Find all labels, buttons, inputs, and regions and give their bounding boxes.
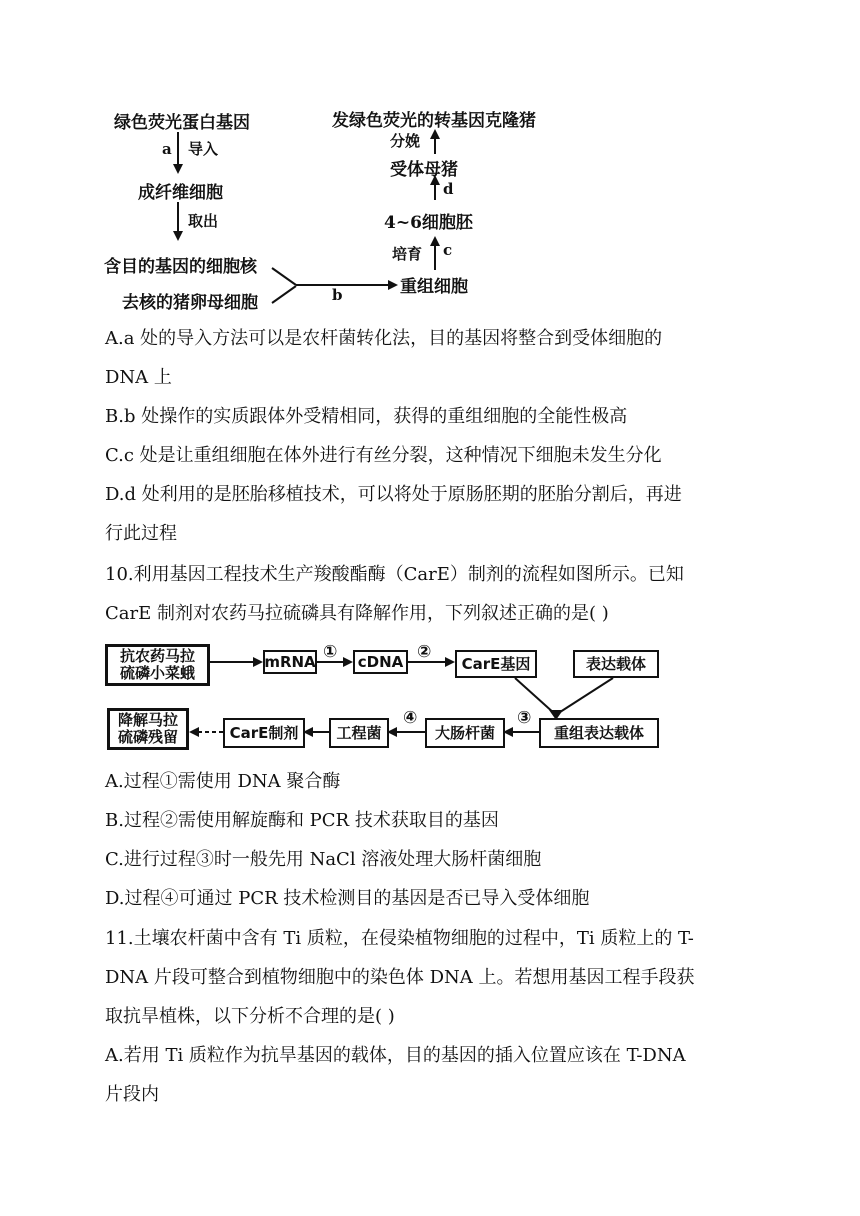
degrade-box [107,708,189,750]
recombinant-cell-label: 重组细胞 [400,277,468,297]
care-prep-box [223,718,305,748]
step-a-letter: a [162,140,172,158]
step-b-letter: b [332,286,343,304]
cdna-label: cDNA [357,652,404,671]
q9-option-d-line1: D.d 处利用的是胚胎移植技术，可以将处于原肠胚期的胚胎分割后，再进 [105,484,682,505]
gfp-gene-label: 绿色荧光蛋白基因 [114,113,250,133]
degrade-line1: 降解马拉 [117,711,178,729]
step-a-label: 导入 [188,140,219,158]
degrade-line2: 硫磷残留 [117,728,178,746]
q9-option-c: C.c 处是让重组细胞在体外进行有丝分裂，这种情况下细胞未发生分化 [105,445,662,466]
step-c-letter: c [443,241,453,259]
mrna-box [263,650,317,674]
care-prep-label: CarE制剂 [229,723,299,742]
cloning-flow-diagram [100,100,570,320]
birth-label: 分娩 [390,132,421,150]
step-d-letter: d [443,180,454,198]
engineered-bacteria-box [329,718,389,748]
recombinant-vector-box [539,718,659,748]
cdna-box [353,650,408,674]
mrna-label: mRNA [264,652,316,671]
transgenic-pig-label: 发绿色荧光的转基因克隆猪 [332,111,536,131]
enucleated-oocyte-label: 去核的猪卵母细胞 [122,293,258,313]
ecoli-box [425,718,505,748]
nucleus-label: 含目的基因的细胞核 [104,257,257,277]
step4-label: ④ [403,708,418,728]
extract-label: 取出 [188,212,219,230]
q11-stem-line1: 11.土壤农杆菌中含有 Ti 质粒，在侵染植物细胞的过程中，Ti 质粒上的 T- [105,928,694,949]
q11-stem-line3: 取抗旱植株，以下分析不合理的是( ) [105,1006,395,1027]
care-gene-label: CarE基因 [461,654,531,673]
q9-option-a-line1: A.a 处的导入方法可以是农杆菌转化法，目的基因将整合到受体细胞的 [105,328,663,349]
q10-option-b: B.过程②需使用解旋酶和 PCR 技术获取目的基因 [105,810,499,831]
source-line1: 抗农药马拉 [119,647,195,665]
source-moth-box [105,644,210,686]
culture-label: 培育 [392,245,423,263]
expression-vector-box [573,650,659,678]
q10-stem-line1: 10.利用基因工程技术生产羧酸酯酶（CarE）制剂的流程如图所示。已知 [105,564,684,585]
ecoli-label: 大肠杆菌 [434,723,495,742]
recombinant-vector-label: 重组表达载体 [553,723,644,742]
q10-option-d: D.过程④可通过 PCR 技术检测目的基因是否已导入受体细胞 [105,888,590,909]
step2-label: ② [417,642,432,662]
q11-option-a-line1: A.若用 Ti 质粒作为抗旱基因的载体，目的基因的插入位置应该在 T-DNA [105,1045,686,1066]
recipient-sow-label: 受体母猪 [390,160,458,180]
expression-vector-label: 表达载体 [585,654,646,673]
q10-stem-line2: CarE 制剂对农药马拉硫磷具有降解作用，下列叙述正确的是( ) [105,603,609,624]
q11-option-a-line2: 片段内 [105,1084,159,1105]
care-gene-box [455,650,537,678]
q9-option-d-line2: 行此过程 [105,523,177,544]
q11-stem-line2: DNA 片段可整合到植物细胞中的染色体 DNA 上。若想用基因工程手段获 [105,967,695,988]
embryo-label: 4~6细胞胚 [384,213,473,233]
q10-option-c: C.进行过程③时一般先用 NaCl 溶液处理大肠杆菌细胞 [105,849,542,870]
engineered-bacteria-label: 工程菌 [336,723,382,742]
care-flow-diagram [105,642,665,754]
q9-option-a-line2: DNA 上 [105,367,172,388]
q9-option-b: B.b 处操作的实质跟体外受精相同，获得的重组细胞的全能性极高 [105,406,628,427]
fibroblast-label: 成纤维细胞 [138,183,223,203]
q10-option-a: A.过程①需使用 DNA 聚合酶 [105,771,341,792]
step1-label: ① [323,642,338,662]
step3-label: ③ [517,708,532,728]
source-line2: 硫磷小菜蛾 [119,664,195,682]
